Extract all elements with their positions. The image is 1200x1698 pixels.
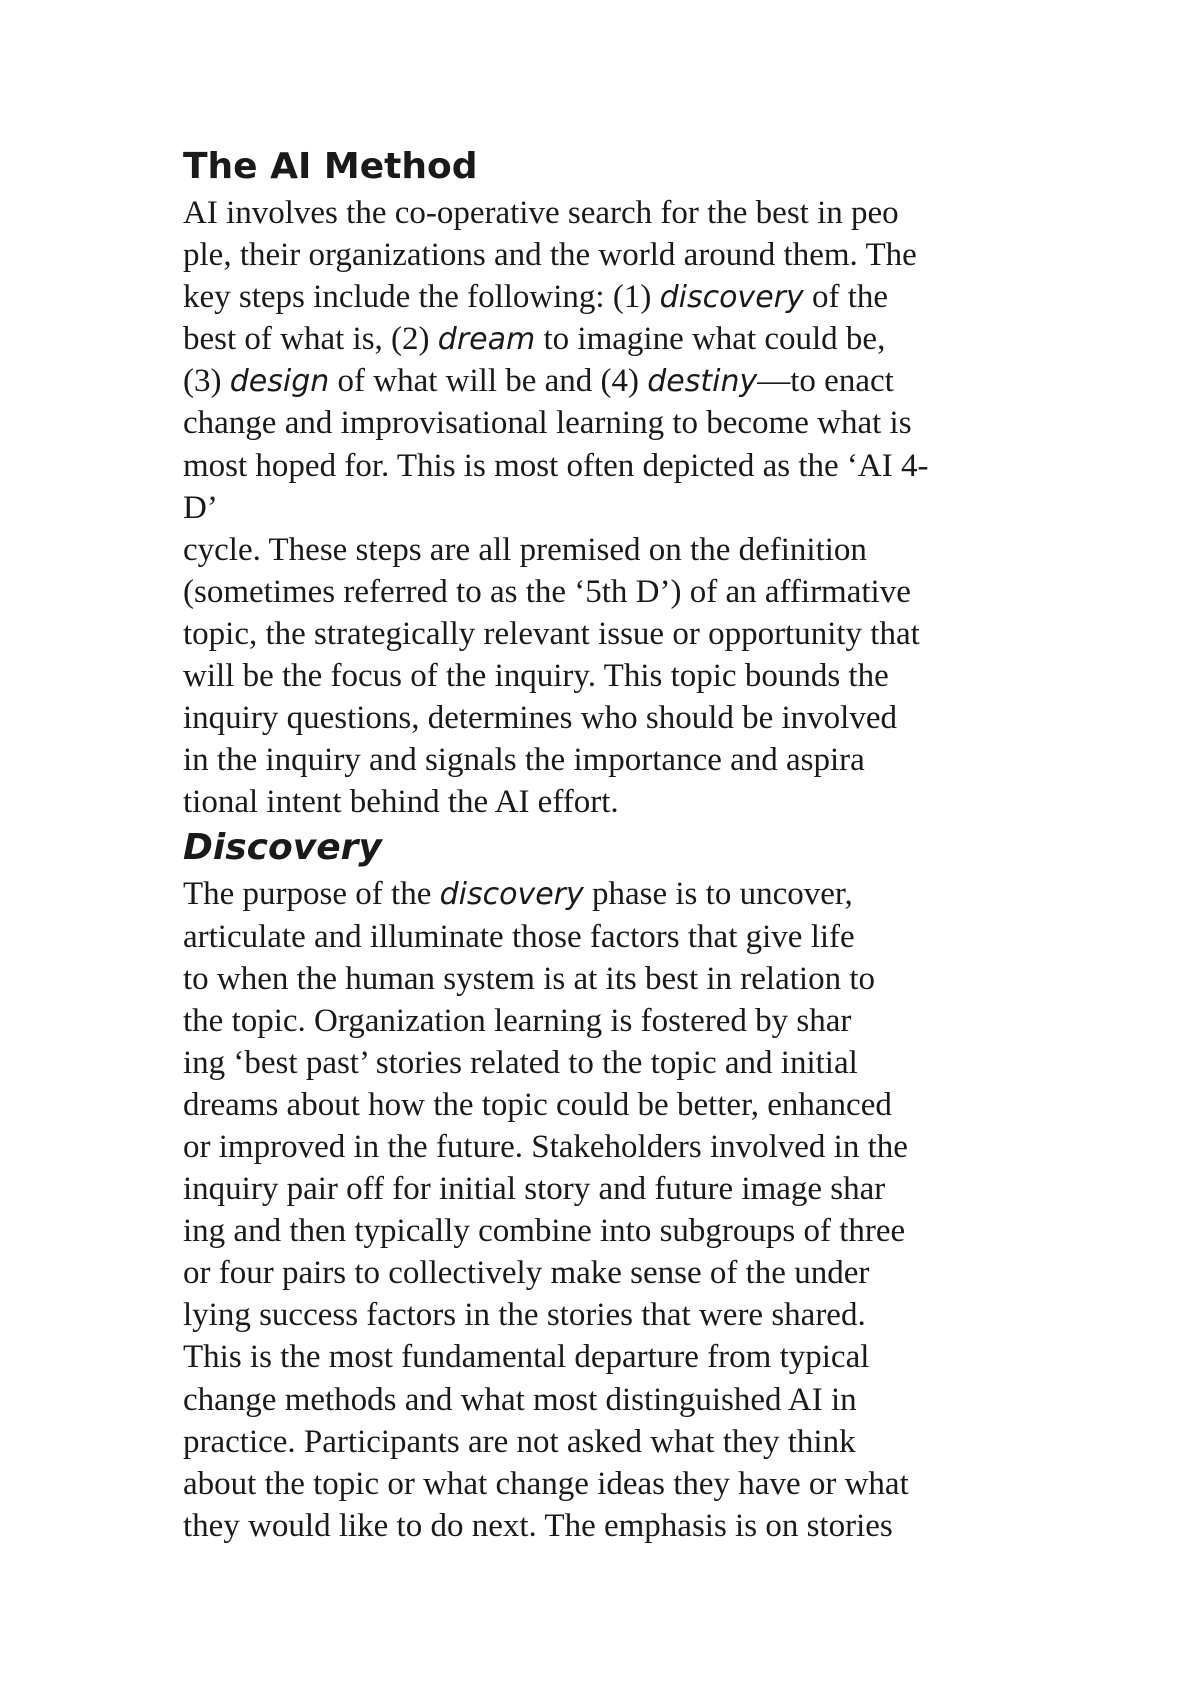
- text-line: [183, 402, 1063, 444]
- text-line: [183, 360, 1063, 402]
- text-run: —to enact: [757, 363, 894, 400]
- section-heading-discovery: Discovery: [183, 827, 382, 869]
- emphasized-term: design: [229, 364, 330, 400]
- text-run: articulate and illuminate those factors that give life: [183, 918, 855, 955]
- text-run: lying success factors in the stories that were shared.: [183, 1297, 866, 1334]
- text-line: [183, 1421, 1063, 1463]
- text-run: topic, the strategically relevant issue or opportunity that: [183, 615, 920, 652]
- text-run: change methods and what most distinguished AI in: [183, 1381, 857, 1418]
- text-run: This is the most fundamental departure from typical: [183, 1339, 870, 1376]
- text-line: [183, 1463, 1063, 1505]
- text-run: AI involves the co-operative search for the best in peo: [183, 195, 899, 231]
- text-line: [183, 613, 1063, 655]
- text-line: [183, 697, 1063, 739]
- text-run: D’: [183, 489, 218, 526]
- text-run: or improved in the future. Stakeholders involved in the: [183, 1128, 908, 1165]
- text-line: [183, 1126, 1063, 1168]
- text-run: most hoped for. This is most often depicted as the ‘AI 4-: [183, 447, 929, 484]
- text-run: will be the focus of the inquiry. This topic bounds the: [183, 658, 889, 695]
- text-run: of the: [803, 279, 889, 316]
- text-line: [183, 1379, 1063, 1421]
- text-line: [183, 873, 1063, 915]
- emphasized-term: discovery: [659, 280, 804, 316]
- text-run: (3): [183, 363, 230, 400]
- text-line: [183, 958, 1063, 1000]
- text-run: the topic. Organization learning is fostered by shar: [183, 1002, 852, 1039]
- text-run: to when the human system is at its best in relation to: [183, 960, 875, 997]
- text-line: [183, 234, 1063, 276]
- text-run: key steps include the following: (1): [183, 279, 660, 316]
- emphasized-term: destiny: [647, 364, 758, 400]
- text-line: [183, 655, 1063, 697]
- text-line: [183, 1042, 1063, 1084]
- section-body-discovery: [183, 873, 1063, 1547]
- text-run: change and improvisational learning to become what is: [183, 405, 912, 442]
- text-run: or four pairs to collectively make sense of the under: [183, 1255, 870, 1292]
- text-line: [183, 739, 1063, 781]
- text-run: ple, their organizations and the world around them. The: [183, 237, 917, 274]
- text-line: [183, 1168, 1063, 1210]
- text-run: tional intent behind the AI effort.: [183, 784, 619, 821]
- emphasized-term: discovery: [439, 877, 584, 913]
- text-line: [183, 487, 1063, 529]
- section-heading-ai-method: The AI Method: [183, 146, 478, 187]
- section-body-ai-method: [183, 192, 1063, 823]
- emphasized-term: dream: [437, 322, 536, 358]
- text-run: about the topic or what change ideas they have or what: [183, 1465, 909, 1502]
- text-run: ing ‘best past’ stories related to the topic and initial: [183, 1044, 858, 1081]
- text-line: [183, 1000, 1063, 1042]
- text-run: cycle. These steps are all premised on the definition: [183, 531, 867, 568]
- text-run: of what will be and (4): [329, 363, 648, 400]
- text-line: [183, 1084, 1063, 1126]
- text-line: [183, 318, 1063, 360]
- text-run: (sometimes referred to as the ‘5th D’) of an affirmative: [183, 573, 911, 610]
- text-line: [183, 916, 1063, 958]
- text-run: to imagine what could be,: [535, 321, 886, 358]
- text-run: in the inquiry and signals the importance and aspira: [183, 742, 865, 779]
- text-line: [183, 1210, 1063, 1252]
- text-run: ing and then typically combine into subgroups of three: [183, 1213, 906, 1250]
- text-line: [183, 781, 1063, 823]
- text-line: [183, 529, 1063, 571]
- text-line: [183, 445, 1063, 487]
- document-page: [183, 142, 1063, 1547]
- text-run: practice. Participants are not asked what they think: [183, 1423, 856, 1460]
- text-run: dreams about how the topic could be better, enhanced: [183, 1086, 892, 1123]
- text-line: [183, 192, 1063, 234]
- text-run: they would like to do next. The emphasis is on stories: [183, 1507, 893, 1544]
- text-line: [183, 1336, 1063, 1378]
- text-line: [183, 1294, 1063, 1336]
- text-run: The purpose of the: [183, 876, 440, 913]
- text-line: [183, 571, 1063, 613]
- text-run: phase is to uncover,: [583, 876, 853, 913]
- text-line: [183, 276, 1063, 318]
- text-line: [183, 1505, 1063, 1547]
- text-run: best of what is, (2): [183, 321, 438, 358]
- text-line: [183, 1252, 1063, 1294]
- text-run: inquiry questions, determines who should be involved: [183, 700, 897, 737]
- text-run: inquiry pair off for initial story and future image shar: [183, 1171, 886, 1208]
